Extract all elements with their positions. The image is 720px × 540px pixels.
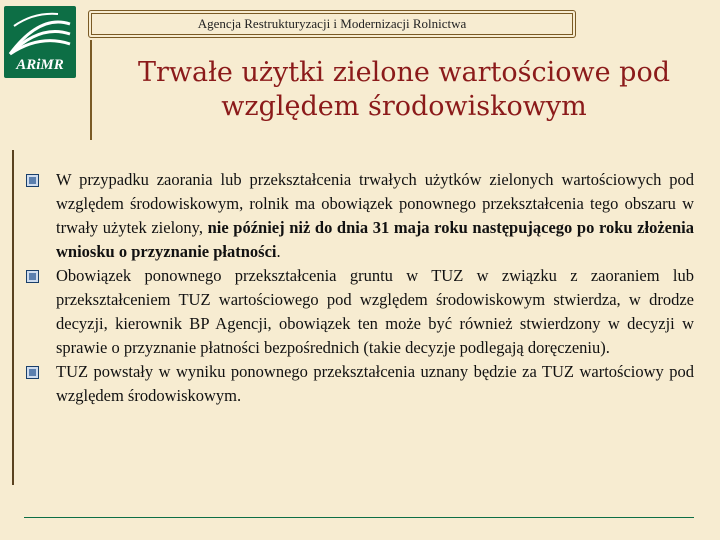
title-line-2: względem środowiskowym: [221, 91, 587, 122]
arimr-logo-icon: [4, 6, 76, 78]
list-item: [26, 360, 694, 408]
header-divider: [90, 40, 92, 140]
square-bullet-icon: [26, 366, 39, 379]
bullet-3-text: TUZ powstały w wyniku ponownego przekształcenia uznany będzie za TUZ wartościowy pod względem środowiskowym.: [56, 362, 694, 405]
square-bullet-icon: [26, 270, 39, 283]
footer-divider: [24, 517, 694, 518]
square-bullet-icon: [26, 174, 39, 187]
bullet-1-end: .: [276, 242, 281, 261]
page-title: [96, 56, 712, 124]
side-divider: [12, 150, 14, 485]
agency-name: Agencja Restrukturyzacji i Modernizacji Rolnictwa: [197, 16, 467, 31]
content-list: [26, 168, 694, 408]
list-item: [26, 168, 694, 264]
title-line-1: Trwałe użytki zielone wartościowe pod: [138, 57, 670, 88]
logo-fields-icon: [4, 6, 76, 58]
bullet-1-bold: nie później niż do dnia 31 maja roku następującego po roku złożenia wniosku o przyznanie płatności: [56, 218, 694, 261]
bullet-1-text: W przypadku zaorania lub przekształcenia trwałych użytków zielonych wartościowych pod względem środowiskowym, rolnik ma obowiązek ponownego przekształcenia tego obszaru w trwały użytek zielony,: [56, 170, 694, 237]
bullet-2-text: Obowiązek ponownego przekształcenia gruntu w TUZ w związku z zaoraniem lub przekształceniem TUZ wartościowego pod względem środowiskowym stwierdza, w drodze decyzji, kierownik BP Agencji, obowiązek ten może być również stwierdzony w decyzji w sprawie o przyznanie płatności bezpośrednich (takie decyzje podlegają doręczeniu).: [56, 266, 694, 357]
logo-text: ARiMR: [16, 57, 64, 73]
list-item: [26, 264, 694, 360]
agency-header: [88, 10, 576, 38]
